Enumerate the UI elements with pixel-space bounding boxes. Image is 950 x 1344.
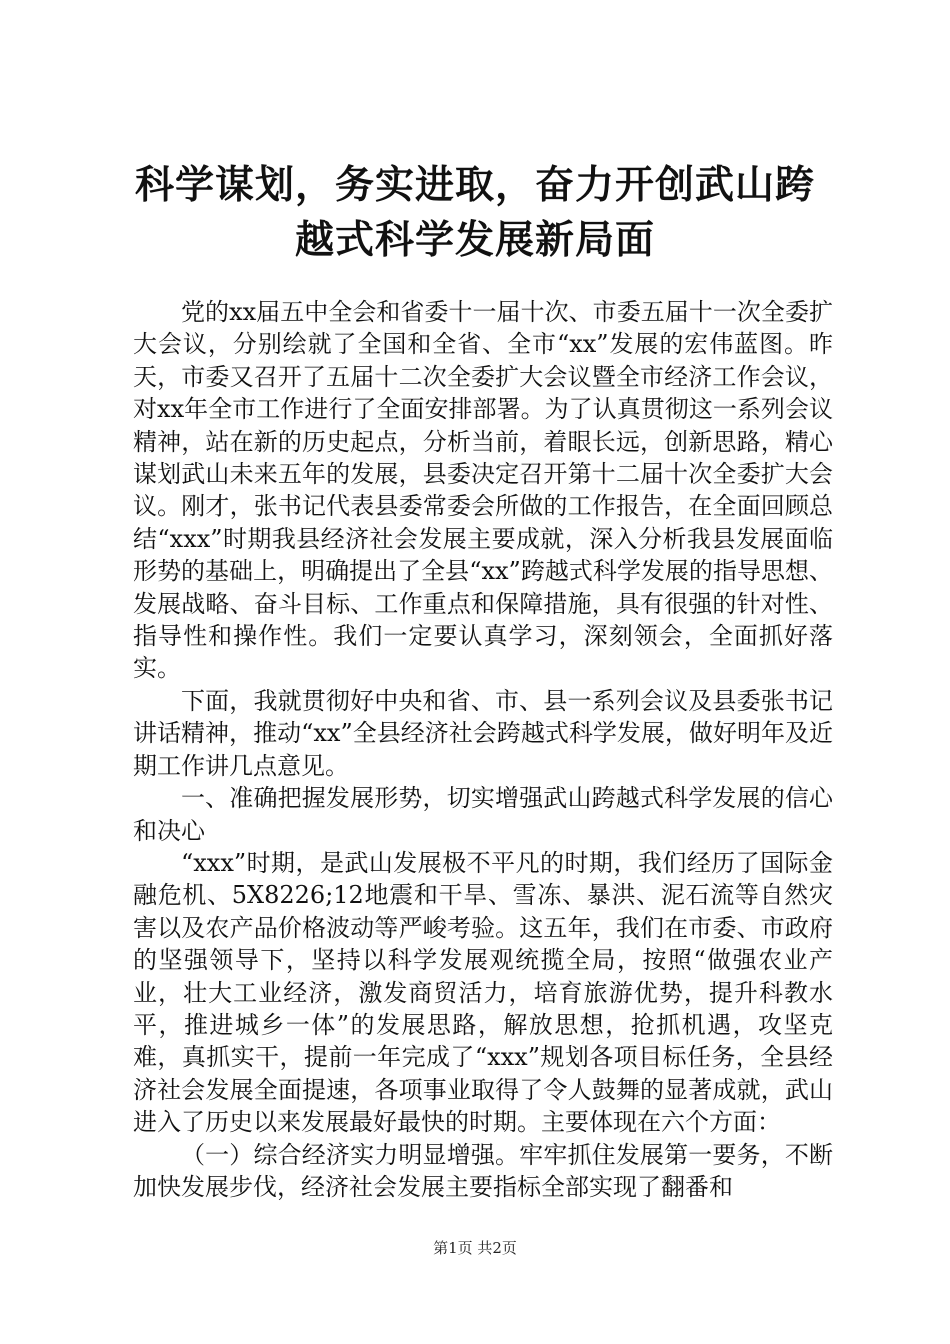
section-heading-1: 一、准确把握发展形势，切实增强武山跨越式科学发展的信心和决心 bbox=[133, 784, 833, 845]
paragraph-transition: 下面，我就贯彻好中央和省、市、县一系列会议及县委张书记讲话精神，推动“xx”全县经济社会跨越式科学发展，做好明年及近期工作讲几点意见。 bbox=[133, 686, 833, 780]
document-title: 科学谋划，务实进取，奋力开创武山跨越式科学发展新局面 bbox=[134, 163, 815, 263]
paragraph-review: “xxx”时期，是武山发展极不平凡的时期，我们经历了国际金融危机、5X8226;12地震和干旱、雪冻、暴洪、泥石流等自然灾害以及农产品价格波动等严峻考验。这五年，我们在市委、市政府的坚强领导下，坚持以科学发展观统揽全局，按照“做强农业产业，壮大工业经济，激发商贸活力，培育旅游优势，提升科教水平，推进城乡一体”的发展思路，解放思想，抢抓机遇，攻坚克难，真抓实干，提前一年完成了“xxx”规划各项目标任务，全县经济社会发展全面提速，各项事业取得了令人鼓舞的显著成就，武山进入了历史以来发展最好最快的时期。主要体现在六个方面： bbox=[133, 848, 833, 1137]
page-number-footer: 第1页 共2页 bbox=[433, 1239, 517, 1257]
document-body bbox=[133, 296, 833, 1203]
paragraph-intro: 党的xx届五中全会和省委十一届十次、市委五届十一次全委扩大会议，分别绘就了全国和全省、全市“xx”发展的宏伟蓝图。昨天，市委又召开了五届十二次全委扩大会议暨全市经济工作会议，对xx年全市工作进行了全面安排部署。为了认真贯彻这一系列会议精神，站在新的历史起点，分析当前，着眼长远，创新思路，精心谋划武山未来五年的发展，县委决定召开第十二届十次全委扩大会议。刚才，张书记代表县委常委会所做的工作报告，在全面回顾总结“xxx”时期我县经济社会发展主要成就，深入分析我县发展面临形势的基础上，明确提出了全县“xx”跨越式科学发展的指导思想、发展战略、奋斗目标、工作重点和保障措施，具有很强的针对性、指导性和操作性。我们一定要认真学习，深刻领会，全面抓好落实。 bbox=[133, 298, 833, 683]
subsection-heading-1: （一）综合经济实力明显增强。牢牢抓住发展第一要务，不断加快发展步伐，经济社会发展主要指标全部实现了翻番和 bbox=[133, 1140, 833, 1201]
